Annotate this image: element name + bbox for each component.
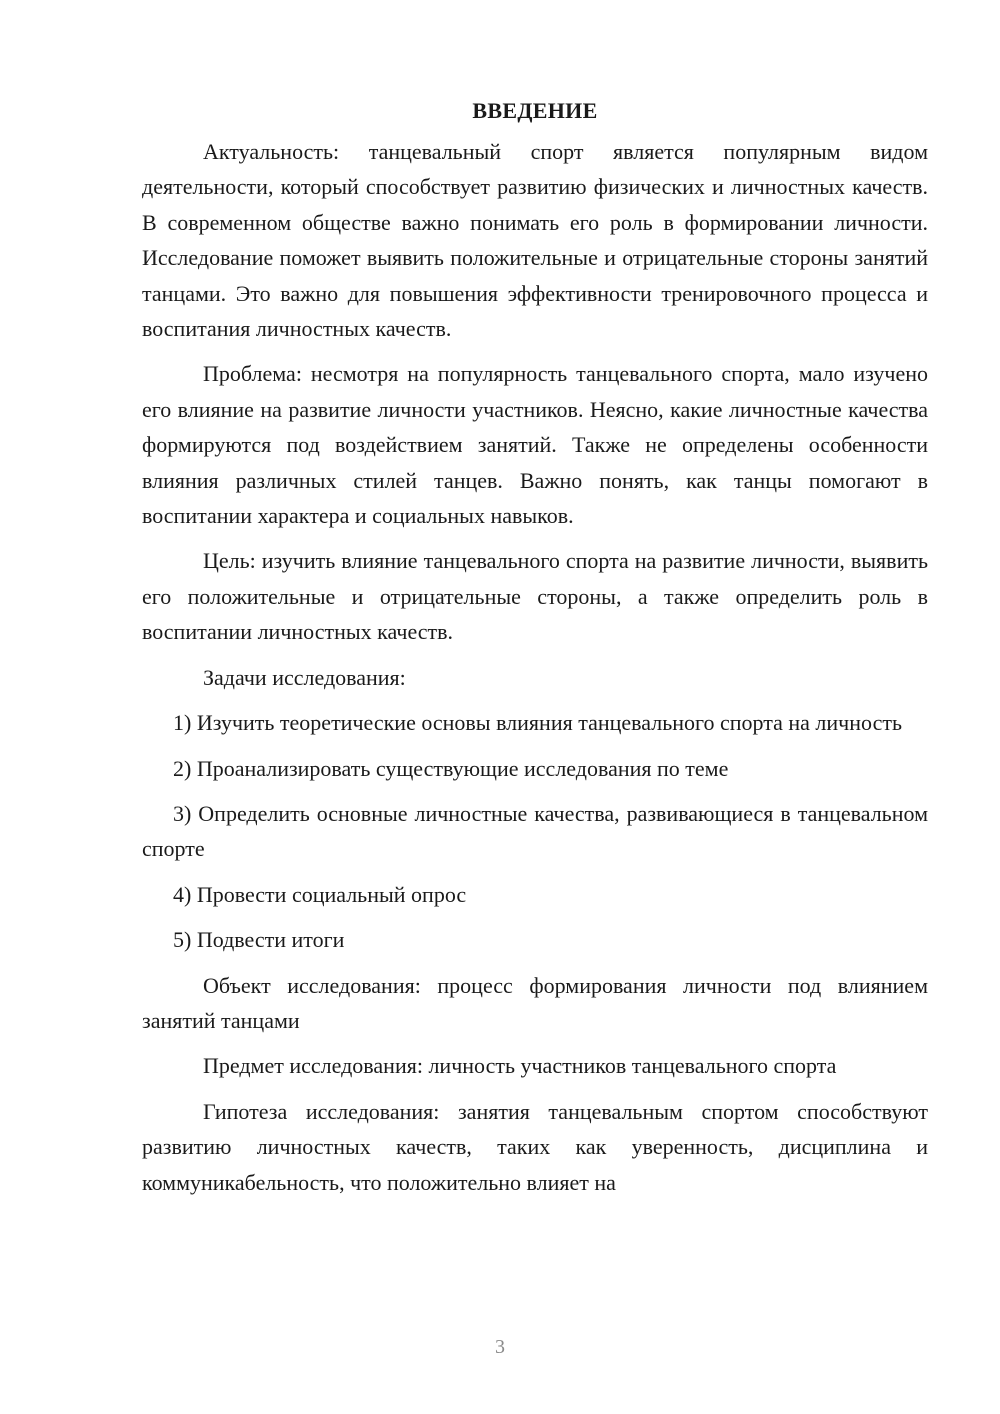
document-page (142, 94, 928, 1324)
task-item-5: 5) Подвести итоги (173, 927, 345, 953)
page-number: 3 (495, 1336, 505, 1358)
paragraph-problem: Проблема: несмотря на популярность танцевального спорта, мало изучено его влияние на развитие личности участников. Неясно, какие личностные качества формируются под воздействием занятий. Также не определены особенности влияния различных стилей танцев. Важно понять, как танцы помогают в воспитании характера и социальных навыков. (142, 361, 928, 529)
paragraph-relevance: Актуальность: танцевальный спорт является популярным видом деятельности, который способствует развитию физических и личностных качеств. В современном обществе важно понимать его роль в формировании личности. Исследование поможет выявить положительные и отрицательные стороны занятий танцами. Это важно для повышения эффективности тренировочного процесса и воспитания личностных качеств. (142, 139, 928, 342)
paragraph-tasks-heading: Задачи исследования: (203, 664, 406, 690)
task-item-4: 4) Провести социальный опрос (173, 881, 467, 907)
document-title: ВВЕДЕНИЕ (472, 98, 598, 123)
paragraph-goal: Цель: изучить влияние танцевального спорта на развитие личности, выявить его положительные и отрицательные стороны, а также определить роль в воспитании личностных качеств. (142, 548, 928, 645)
paragraph-object: Объект исследования: процесс формирования личности под влиянием занятий танцами (142, 972, 928, 1033)
paragraph-hypothesis: Гипотеза исследования: занятия танцевальным спортом способствуют развитию личностных качеств, таких как уверенность, дисциплина и коммуникабельность, что положительно влияет на (142, 1098, 928, 1195)
task-item-2: 2) Проанализировать существующие исследования по теме (173, 755, 729, 781)
paragraph-subject: Предмет исследования: личность участников танцевального спорта (203, 1053, 837, 1079)
task-item-3: 3) Определить основные личностные качества, развивающиеся в танцевальном спорте (142, 800, 928, 862)
task-item-1: 1) Изучить теоретические основы влияния танцевального спорта на личность (173, 710, 902, 736)
